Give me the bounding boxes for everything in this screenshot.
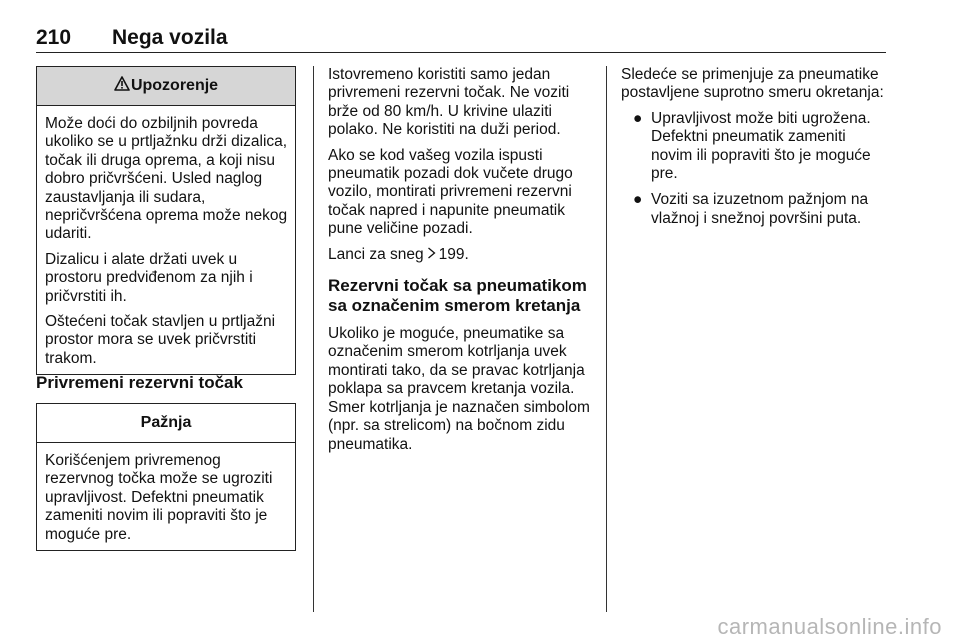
bullet-list [621,110,889,228]
notice-box-body [37,443,295,550]
list-item [621,110,889,184]
bullet-icon: ● [633,109,643,127]
warning-box-header [37,67,295,106]
body-paragraph: Sledeće se primenjuje za pneumatike postavljene suprotno smeru okretanja: [621,66,884,102]
warning-triangle-icon [114,76,130,96]
page-number: 210 [36,26,72,49]
body-paragraph: Ukoliko je moguće, pneumatike sa označenim smerom kotrljanja uvek montirati tako, da se pravac kotrljanja poklapa sa pravcem kretanja vozila. Smer kotrljanja je naznačen simbolom (npr. sa strelicom) na bočnom zidu pneumatika. [328,325,590,453]
section-title: Privremeni rezervni točak [36,373,243,392]
bullet-icon: ● [633,191,643,209]
right-column [621,66,889,236]
warning-paragraph: Može doći do ozbiljnih povreda ukoliko se u prtljažnku drži dizalica, točak ili druga oprema, a koji nisu dobro pričvršćeni. Usled naglog zaustavljanja ili sudara, nepričvršćena oprema može nekog udariti. [45,115,288,243]
notice-text: Korišćenjem privremenog rezervnog točka može se ugroziti upravljivost. Defektni pneumatik zameniti novim ili popraviti što je moguće pre. [45,452,273,543]
notice-box-title: Pažnja [140,414,192,431]
warning-box-body [37,106,295,374]
header-rule [36,52,886,53]
list-item [621,191,889,228]
subsection-heading: Rezervni točak sa pneumatikom sa označenim smerom kretanja [328,276,587,316]
list-item-text: Upravljivost može biti ugrožena. Defektni pneumatik zameniti novim ili popraviti što je moguće pre. [651,109,871,183]
middle-column [328,66,596,461]
ref-arrow-icon [427,246,436,264]
chapter-title: Nega vozila [112,26,228,49]
body-paragraph: Istovremeno koristiti samo jedan privremeni rezervni točak. Ne voziti brže od 80 km/h. U krivine ulaziti polako. Ne koristiti na duži period. [328,66,570,139]
warning-paragraph: Oštećeni točak stavljen u prtljažni prostor mora se uvek pričvrstiti trakom. [45,313,276,367]
notice-box-header [37,404,295,443]
warning-box [36,66,296,375]
warning-box-title: Upozorenje [130,77,219,94]
column-divider [313,66,314,612]
page-header [36,26,886,52]
warning-paragraph: Dizalicu i alate držati uvek u prostoru predviđenom za njih i pričvrstiti ih. [45,250,253,305]
ref-text: Lanci za sneg [328,245,424,263]
watermark: carmanualsonline.info [717,614,942,639]
ref-page: 199. [438,245,469,263]
cross-reference [328,246,596,264]
list-item-text: Voziti sa izuzetnom pažnjom na vlažnoj i snežnoj površini puta. [651,191,869,227]
column-divider [606,66,607,612]
notice-box [36,403,296,551]
body-paragraph: Ako se kod vašeg vozila ispusti pneumatik pozadi dok vučete drugo vozilo, montirati privremeni rezervni točak napred i napunite pneumatik pune veličine pozadi. [328,146,573,238]
